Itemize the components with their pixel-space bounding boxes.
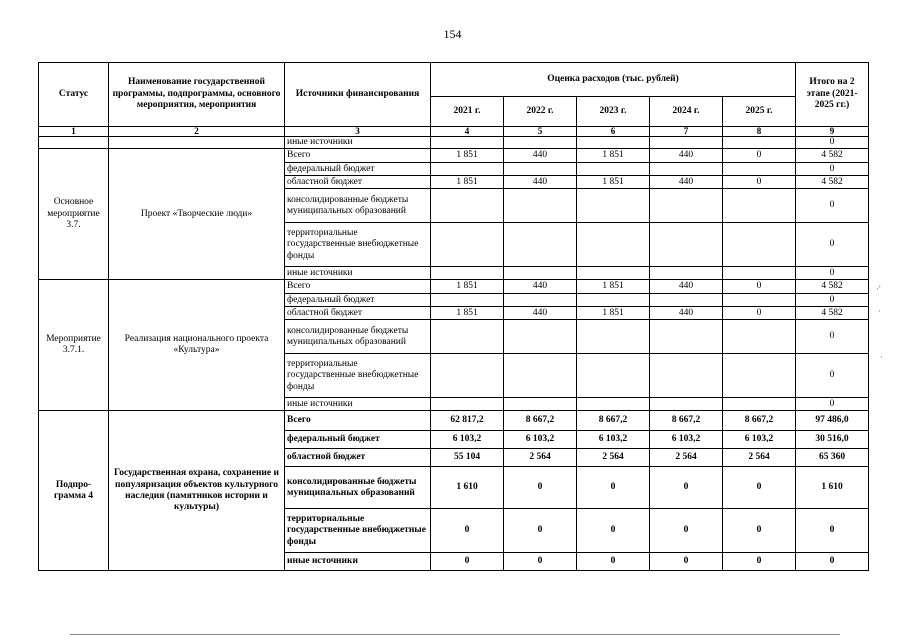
value-cell: 1 851 — [431, 280, 504, 294]
total-cell: 97 486,0 — [796, 411, 869, 431]
source-cell: областной бюджет — [285, 449, 431, 467]
value-cell — [577, 320, 650, 354]
status-cell: Основное мероприятие 3.7. — [39, 149, 109, 280]
value-cell: 1 851 — [431, 176, 504, 189]
column-number: 8 — [723, 127, 796, 137]
value-cell — [431, 223, 504, 267]
source-cell: федеральный бюджет — [285, 431, 431, 449]
table-row — [39, 411, 869, 431]
column-number: 6 — [577, 127, 650, 137]
name-cell: Реализация национального проекта «Культура» — [109, 280, 285, 411]
table-row — [39, 280, 869, 294]
value-cell: 2 564 — [504, 449, 577, 467]
source-cell: иные источники — [285, 398, 431, 411]
total-cell: 0 — [796, 163, 869, 176]
total-cell: 0 — [796, 320, 869, 354]
source-cell: территориальные государственные внебюджетные фонды — [285, 509, 431, 553]
value-cell: 440 — [504, 280, 577, 294]
name-cell: Проект «Творческие люди» — [109, 149, 285, 280]
value-cell: 6 103,2 — [723, 431, 796, 449]
value-cell: 8 667,2 — [577, 411, 650, 431]
header-name: Наименование государственной программы, подпрограммы, основного мероприятия, мероприятия — [109, 63, 285, 127]
value-cell — [577, 267, 650, 280]
value-cell: 0 — [431, 553, 504, 571]
value-cell — [431, 137, 504, 149]
column-number: 2 — [109, 127, 285, 137]
source-cell: областной бюджет — [285, 307, 431, 320]
value-cell — [431, 354, 504, 398]
total-cell: 1 610 — [796, 467, 869, 509]
value-cell — [431, 163, 504, 176]
value-cell: 1 851 — [577, 307, 650, 320]
total-cell: 4 582 — [796, 280, 869, 294]
value-cell — [650, 320, 723, 354]
value-cell — [650, 137, 723, 149]
total-cell: 0 — [796, 553, 869, 571]
value-cell: 0 — [650, 467, 723, 509]
value-cell: 0 — [723, 509, 796, 553]
value-cell: 1 851 — [431, 149, 504, 163]
total-cell: 4 582 — [796, 149, 869, 163]
value-cell: 6 103,2 — [504, 431, 577, 449]
name-cell: Государственная охрана, сохранение и популяризация объектов культурного наследия (памятников истории и культуры) — [109, 411, 285, 571]
source-cell: территориальные государственные внебюджетные фонды — [285, 223, 431, 267]
value-cell: 0 — [431, 509, 504, 553]
scan-artifact: ·' — [876, 284, 881, 294]
header-year: 2023 г. — [577, 97, 650, 127]
value-cell: 0 — [577, 553, 650, 571]
total-cell: 30 516,0 — [796, 431, 869, 449]
value-cell: 8 667,2 — [504, 411, 577, 431]
value-cell: 1 851 — [431, 307, 504, 320]
value-cell: 1 851 — [577, 280, 650, 294]
value-cell — [577, 398, 650, 411]
value-cell — [650, 163, 723, 176]
source-cell: Всего — [285, 149, 431, 163]
source-cell: областной бюджет — [285, 176, 431, 189]
source-cell: консолидированные бюджеты муниципальных образований — [285, 320, 431, 354]
value-cell — [577, 163, 650, 176]
value-cell — [723, 267, 796, 280]
status-cell: Подпро- грамма 4 — [39, 411, 109, 571]
scan-artifact: · — [880, 352, 883, 362]
value-cell — [650, 223, 723, 267]
source-cell: Всего — [285, 280, 431, 294]
total-cell: 4 582 — [796, 307, 869, 320]
scan-edge-line — [70, 634, 840, 635]
column-number: 1 — [39, 127, 109, 137]
source-cell: иные источники — [285, 553, 431, 571]
value-cell: 0 — [504, 553, 577, 571]
value-cell: 6 103,2 — [650, 431, 723, 449]
value-cell: 6 103,2 — [577, 431, 650, 449]
value-cell — [723, 354, 796, 398]
source-cell: консолидированные бюджеты муниципальных образований — [285, 467, 431, 509]
value-cell — [431, 189, 504, 223]
value-cell — [504, 294, 577, 307]
value-cell: 440 — [504, 149, 577, 163]
value-cell — [577, 354, 650, 398]
total-cell: 0 — [796, 398, 869, 411]
table-row — [39, 137, 869, 149]
source-cell: федеральный бюджет — [285, 294, 431, 307]
value-cell — [723, 189, 796, 223]
source-cell: иные источники — [285, 137, 431, 149]
source-cell: федеральный бюджет — [285, 163, 431, 176]
total-cell: 4 582 — [796, 176, 869, 189]
column-number: 7 — [650, 127, 723, 137]
value-cell — [650, 189, 723, 223]
value-cell — [723, 137, 796, 149]
value-cell: 2 564 — [650, 449, 723, 467]
value-cell — [723, 398, 796, 411]
value-cell — [504, 137, 577, 149]
total-cell: 65 360 — [796, 449, 869, 467]
header-estimate: Оценка расходов (тыс. рублей) — [431, 63, 796, 97]
value-cell — [504, 163, 577, 176]
value-cell — [504, 223, 577, 267]
header-year: 2021 г. — [431, 97, 504, 127]
source-cell: территориальные государственные внебюджетные фонды — [285, 354, 431, 398]
value-cell: 6 103,2 — [431, 431, 504, 449]
value-cell: 440 — [504, 307, 577, 320]
value-cell: 62 817,2 — [431, 411, 504, 431]
value-cell: 440 — [650, 149, 723, 163]
header-sources: Источники финансирования — [285, 63, 431, 127]
value-cell — [431, 294, 504, 307]
value-cell: 1 851 — [577, 176, 650, 189]
budget-table — [38, 62, 869, 571]
table-row — [39, 149, 869, 163]
page-number: 154 — [443, 27, 462, 41]
value-cell: 440 — [650, 176, 723, 189]
source-cell: Всего — [285, 411, 431, 431]
column-number-row — [39, 127, 869, 137]
value-cell: 0 — [723, 149, 796, 163]
value-cell — [431, 398, 504, 411]
scan-artifact: · — [878, 306, 881, 316]
total-cell: 0 — [796, 354, 869, 398]
value-cell: 1 610 — [431, 467, 504, 509]
value-cell — [504, 354, 577, 398]
column-number: 3 — [285, 127, 431, 137]
source-cell: иные источники — [285, 267, 431, 280]
value-cell: 8 667,2 — [723, 411, 796, 431]
value-cell: 0 — [723, 280, 796, 294]
value-cell — [723, 294, 796, 307]
value-cell: 0 — [723, 467, 796, 509]
value-cell — [504, 189, 577, 223]
value-cell — [431, 267, 504, 280]
column-number: 9 — [796, 127, 869, 137]
column-number: 5 — [504, 127, 577, 137]
header-year: 2024 г. — [650, 97, 723, 127]
header-year: 2022 г. — [504, 97, 577, 127]
value-cell: 0 — [577, 509, 650, 553]
total-cell: 0 — [796, 137, 869, 149]
value-cell: 440 — [650, 307, 723, 320]
total-cell: 0 — [796, 223, 869, 267]
value-cell — [504, 267, 577, 280]
value-cell: 0 — [577, 467, 650, 509]
value-cell: 2 564 — [577, 449, 650, 467]
total-cell: 0 — [796, 294, 869, 307]
value-cell: 2 564 — [723, 449, 796, 467]
value-cell: 55 104 — [431, 449, 504, 467]
value-cell — [723, 320, 796, 354]
value-cell: 440 — [504, 176, 577, 189]
source-cell: консолидированные бюджеты муниципальных образований — [285, 189, 431, 223]
value-cell — [504, 398, 577, 411]
total-cell: 0 — [796, 509, 869, 553]
value-cell: 0 — [504, 509, 577, 553]
value-cell: 0 — [723, 553, 796, 571]
value-cell — [577, 223, 650, 267]
value-cell: 440 — [650, 280, 723, 294]
value-cell: 0 — [650, 553, 723, 571]
value-cell — [723, 163, 796, 176]
total-cell: 0 — [796, 267, 869, 280]
value-cell — [577, 189, 650, 223]
value-cell: 0 — [723, 176, 796, 189]
header-status: Статус — [39, 63, 109, 127]
total-cell: 0 — [796, 189, 869, 223]
value-cell: 0 — [650, 509, 723, 553]
header-year: 2025 г. — [723, 97, 796, 127]
value-cell — [650, 267, 723, 280]
status-cell: Мероприятие 3.7.1. — [39, 280, 109, 411]
header-total: Итого на 2 этапе (2021-2025 гг.) — [796, 63, 869, 127]
value-cell: 0 — [723, 307, 796, 320]
value-cell — [650, 354, 723, 398]
value-cell — [577, 294, 650, 307]
value-cell: 0 — [504, 467, 577, 509]
value-cell — [431, 320, 504, 354]
value-cell — [577, 137, 650, 149]
value-cell — [650, 294, 723, 307]
value-cell: 8 667,2 — [650, 411, 723, 431]
value-cell — [723, 223, 796, 267]
value-cell — [504, 320, 577, 354]
column-number: 4 — [431, 127, 504, 137]
value-cell: 1 851 — [577, 149, 650, 163]
value-cell — [650, 398, 723, 411]
